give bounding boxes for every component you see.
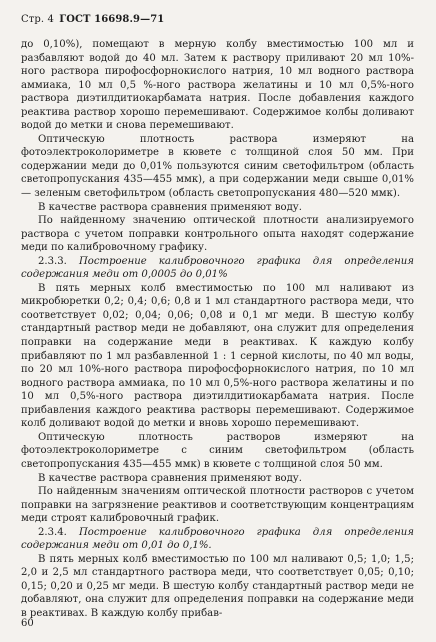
section-2-3-3-heading xyxy=(21,255,414,282)
page-number: 60 xyxy=(21,618,34,629)
section-title: Построение калибровочного графика для определения содержания меди от 0,0005 до 0,01% xyxy=(21,255,414,281)
paragraph-9: По найденным значениям оптической плотности растворов с учетом поправки на загрязнение реактивов и соответствующим концентрациям меди строят калибровочный график. xyxy=(21,486,414,525)
standard-number: ГОСТ 16698.9—71 xyxy=(59,14,165,25)
section-number: 2.3.3. xyxy=(38,255,67,267)
paragraph-1: до 0,10%), помещают в мерную колбу вместимостью 100 мл и разбавляют водой до 40 мл. Затем к раствору приливают 20 мл 10%-ного раствора пирофосфорнокислого натрия, 10 мл водного раствора аммиака, 10 мл 0,5 %-ного раствора желатины и 10 мл 0,5%-ного раствора диэтилдитиокарбамата натрия. После добавления каждого реактива раствор хорошо перемешивают. Содержимое колбы доливают водой до метки и снова перемешивают. xyxy=(21,39,414,132)
section-2-3-4-heading xyxy=(21,526,414,553)
paragraph-4: По найденному значению оптической плотности анализируемого раствора с учетом поправки контрольного опыта находят содержание меди по калибровочному графику. xyxy=(21,215,414,254)
section-number: 2.3.4. xyxy=(38,526,67,538)
paragraph-8: В качестве раствора сравнения применяют воду. xyxy=(38,472,302,484)
paragraph-11: В пять мерных колб вместимостью по 100 мл наливают 0,5; 1,0; 1,5; 2,0 и 2,5 мл стандартного раствора меди, что соответствует 0,05; 0,10; 0,15; 0,20 и 0,25 мг меди. В шестую колбу стандартный раствор меди не добавляют, она служит для определения поправки на содержание меди в реактивах. В каждую колбу прибав- xyxy=(21,553,414,619)
section-title: Построение калибровочного графика для определения содержания меди от 0,01 до 0,1%. xyxy=(21,526,414,552)
paragraph-6: В пять мерных колб вместимостью по 100 мл наливают из микробюретки 0,2; 0,4; 0,6; 0,8 и 1 мл стандартного раствора меди, что соответствует 0,02; 0,04; 0,06; 0,08 и 0,1 мг меди. В шестую колбу стандартный раствор меди не добавляют, она служит для определения поправки на содержание меди в реактивах. К каждую колбу прибавляют по 1 мл разбавленной 1 : 1 серной кислоты, по 40 мл воды, по 20 мл 10%-ного раствора пирофосфорнокислого натрия, по 10 мл водного раствора аммиака, по 10 мл 0,5%-ного раствора желатины и по 10 мл 0,5%-ного раствора диэтилдитиокарбамата натрия. После прибавления каждого реактива растворы перемешивают. Содержимое колб доливают водой до метки и вновь хорошо перемешивают. xyxy=(21,282,414,430)
paragraph-3: В качестве раствора сравнения применяют воду. xyxy=(38,201,302,213)
paragraph-7: Оптическую плотность растворов измеряют на фотоэлектроколориметре с синим светофильтром (область светопропускания 435—455 ммк) в кювете с толщиной слоя 50 мм. xyxy=(21,431,414,470)
page-label: Стр. 4 xyxy=(21,14,54,25)
paragraph-2: Оптическую плотность раствора измеряют на фотоэлектроколориметре в кювете с толщиной слоя 50 мм. При содержании меди до 0,01% пользуются синим светофильтром (область светопропускания 435—455 ммк), а при содержании меди свыше 0,01% — зеленым светофильтром (область светопропускания 480—520 ммк). xyxy=(21,133,414,200)
page-header xyxy=(21,14,414,25)
